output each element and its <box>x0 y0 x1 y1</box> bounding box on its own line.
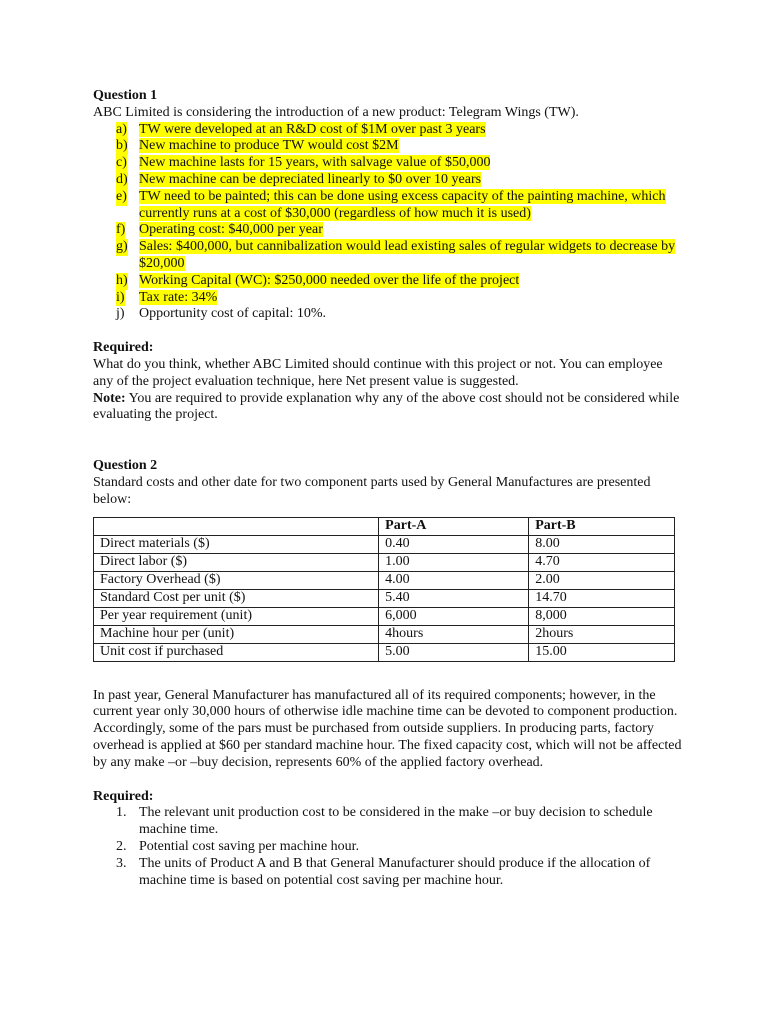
table-cell: 6,000 <box>379 607 529 625</box>
item-label: c) <box>116 155 127 171</box>
table-cell: 8.00 <box>529 535 675 553</box>
table-cell: Direct labor ($) <box>94 553 379 571</box>
item-label: g) <box>116 239 128 255</box>
question-1-intro: ABC Limited is considering the introduction of a new product: Telegram Wings (TW). <box>93 104 579 120</box>
item-label: b) <box>116 138 128 154</box>
table-row <box>94 571 675 589</box>
item-text: Operating cost: $40,000 per year <box>139 222 323 238</box>
question-2-required-list <box>93 805 683 889</box>
table-cell: 4hours <box>379 625 529 643</box>
question-1-item <box>93 172 683 189</box>
question-1-note <box>93 391 683 425</box>
table-cell: 0.40 <box>379 535 529 553</box>
table-cell: 2.00 <box>529 571 675 589</box>
item-label: j) <box>116 306 125 322</box>
question-1-required-label: Required: <box>93 340 154 356</box>
item-text: TW need to be painted; this can be done using excess capacity of the painting machine, which currently runs at a cost of $30,000 (regardless of how much it is used) <box>139 188 666 221</box>
item-label: i) <box>116 289 125 305</box>
question-1-item <box>93 290 683 307</box>
table-row <box>94 643 675 661</box>
table-header-cell <box>94 517 379 535</box>
question-1-item <box>93 239 683 273</box>
document-content <box>93 88 683 889</box>
note-label: Note: <box>93 390 126 406</box>
table-row <box>94 535 675 553</box>
item-text: New machine can be depreciated linearly to $0 over 10 years <box>139 171 482 187</box>
table-row <box>94 607 675 625</box>
question-1-required-text: What do you think, whether ABC Limited should continue with this project or not. You can employee any of the project evaluation technique, here Net present value is suggested. <box>93 356 663 389</box>
question-1-item <box>93 273 683 290</box>
table-header-cell: Part-A <box>379 517 529 535</box>
item-label: e) <box>116 188 127 204</box>
table-cell: 4.00 <box>379 571 529 589</box>
item-text: New machine to produce TW would cost $2M <box>139 138 399 154</box>
required-item-text: Potential cost saving per machine hour. <box>139 838 360 854</box>
question-2-title: Question 2 <box>93 458 158 474</box>
table-row <box>94 553 675 571</box>
table-cell: Machine hour per (unit) <box>94 625 379 643</box>
question-1-title: Question 1 <box>93 88 158 103</box>
table-cell: 2hours <box>529 625 675 643</box>
question-2-intro: Standard costs and other date for two component parts used by General Manufactures are presented below: <box>93 474 651 507</box>
item-label: a) <box>116 121 127 137</box>
table-header-cell: Part-B <box>529 517 675 535</box>
table-cell: 1.00 <box>379 553 529 571</box>
required-item <box>93 805 683 839</box>
required-item-text: The relevant unit production cost to be considered in the make –or buy decision to schedule machine time. <box>139 805 653 838</box>
item-text: Sales: $400,000, but cannibalization would lead existing sales of regular widgets to decrease by $20,000 <box>139 239 676 271</box>
table-cell: Standard Cost per unit ($) <box>94 589 379 607</box>
item-label: f) <box>116 222 126 238</box>
question-1-item <box>93 189 683 223</box>
item-label: d) <box>116 171 128 187</box>
standard-cost-table <box>93 517 675 662</box>
item-text: Opportunity cost of capital: 10%. <box>139 306 327 322</box>
item-text: TW were developed at an R&D cost of $1M over past 3 years <box>139 121 486 137</box>
table-cell: 4.70 <box>529 553 675 571</box>
question-1-item-list <box>93 122 683 324</box>
required-item <box>93 856 683 890</box>
table-cell: 5.40 <box>379 589 529 607</box>
table-cell: 15.00 <box>529 643 675 661</box>
question-2-paragraph: In past year, General Manufacturer has manufactured all of its required components; however, in the current year only 30,000 hours of otherwise idle machine time can be devoted to component production. Accordingly, some of the pars must be purchased from outside suppliers. In producing parts, factory overhead is applied at $60 per standard machine hour. The fixed capacity cost, which will not be affected by any make –or –buy decision, represents 60% of the applied factory overhead. <box>93 687 682 770</box>
question-1-item <box>93 222 683 239</box>
required-item-number: 2. <box>116 838 127 854</box>
item-text: Working Capital (WC): $250,000 needed over the life of the project <box>139 272 520 288</box>
required-item-number: 3. <box>116 855 127 871</box>
table-cell: 8,000 <box>529 607 675 625</box>
question-1-item <box>93 306 683 323</box>
question-1-item <box>93 122 683 139</box>
table-cell: 5.00 <box>379 643 529 661</box>
table-cell: Direct materials ($) <box>94 535 379 553</box>
required-item-text: The units of Product A and B that General Manufacturer should produce if the allocation of machine time is based on potential cost saving per machine hour. <box>139 855 651 888</box>
question-2-required-label: Required: <box>93 788 154 804</box>
table-header-row <box>94 517 675 535</box>
note-text: You are required to provide explanation why any of the above cost should not be considered while evaluating the project. <box>93 390 680 423</box>
required-item-number: 1. <box>116 805 127 821</box>
table-cell: Factory Overhead ($) <box>94 571 379 589</box>
table-cell: Per year requirement (unit) <box>94 607 379 625</box>
table-row <box>94 589 675 607</box>
required-item <box>93 839 683 856</box>
item-text: Tax rate: 34% <box>139 289 218 305</box>
item-label: h) <box>116 272 128 288</box>
question-1-item <box>93 138 683 155</box>
question-1-item <box>93 155 683 172</box>
table-cell: 14.70 <box>529 589 675 607</box>
table-cell: Unit cost if purchased <box>94 643 379 661</box>
table-row <box>94 625 675 643</box>
item-text: New machine lasts for 15 years, with salvage value of $50,000 <box>139 155 491 171</box>
